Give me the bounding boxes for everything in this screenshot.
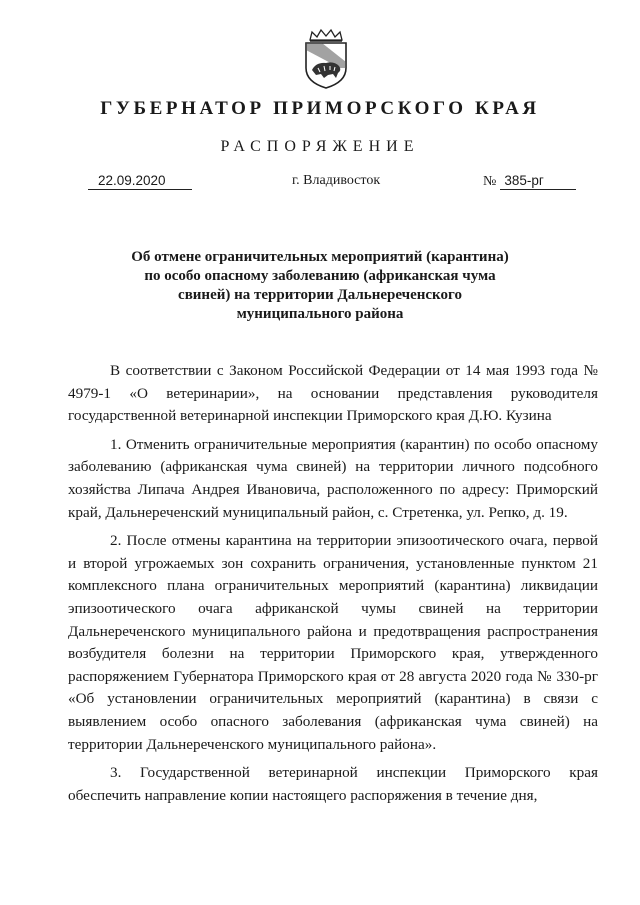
document-number: 385-рг bbox=[500, 172, 576, 190]
document-city: г. Владивосток bbox=[292, 173, 381, 188]
title-line: по особо опасному заболеванию (африканская чума bbox=[144, 268, 496, 284]
body-paragraph: 3. Государственной ветеринарной инспекции Приморского края обеспечить направление копии настоящего распоряжения в течение дня, bbox=[68, 764, 598, 804]
title-line: свиней) на территории Дальнереченского bbox=[178, 287, 462, 303]
body-paragraph: 2. После отмены карантина на территории эпизоотического очага, первой и второй угрожаемых зон сохранить ограничения, установленные пунктом 21 комплексного плана ограничительных мероприятий (карантина) ликвидации эпизоотического очага африканской чумы свиней на территории Дальнереченского муниципального района и предотвращения распространения возбудителя болезни на территории Приморского края, утвержденного распоряжением Губернатора Приморского края от 28 августа 2020 года № 330-рг «Об установлении ограничительных мероприятий (карантина) в связи с выявлением особо опасного заболевания (африканская чума свиней) на территории Дальнереченского муниципального района». bbox=[68, 532, 598, 753]
title-line: муниципального района bbox=[236, 306, 404, 322]
document-date: 22.09.2020 bbox=[88, 172, 192, 190]
number-sign: № bbox=[483, 174, 497, 189]
org-title: ГУБЕРНАТОР ПРИМОРСКОГО КРАЯ bbox=[100, 98, 540, 119]
body-paragraph: 1. Отменить ограничительные мероприятия (карантин) по особо опасному заболеванию (африканская чума свиней) на территории личного подсобного хозяйства Липача Андрея Ивановича, расположенного по адресу: Приморский край, Дальнереченский муниципальный район, с. Стретенка, ул. Репко, д. 19. bbox=[68, 435, 598, 521]
document-body bbox=[68, 360, 598, 813]
title-line: Об отмене ограничительных мероприятий (карантина) bbox=[131, 249, 509, 265]
document-number-field bbox=[483, 172, 576, 190]
body-paragraph: В соответствии с Законом Российской Федерации от 14 мая 1993 года № 4979-1 «О ветеринарии», на основании представления руководителя государственной ветеринарной инспекции Приморского края Д.Ю. Кузина bbox=[68, 362, 598, 425]
document-title bbox=[100, 248, 540, 324]
primorsky-coat-of-arms-icon bbox=[300, 28, 352, 90]
document-type: РАСПОРЯЖЕНИЕ bbox=[220, 138, 420, 155]
